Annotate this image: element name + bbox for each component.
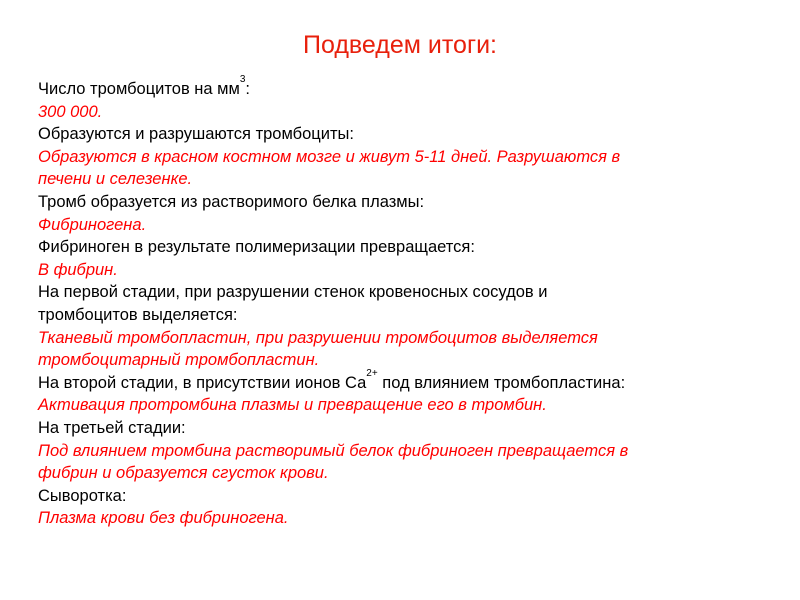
question-stage-three: На третьей стадии: (38, 418, 186, 437)
question-serum: Сыворотка: (38, 486, 127, 505)
answer-stage-one-line-2: тромбоцитарный тромбопластин. (38, 351, 320, 370)
summary-content (38, 74, 768, 530)
superscript: 2+ (366, 367, 378, 379)
question-stage-two: На второй стадии, в присутствии ионов $Са^{2+}$ под влиянием тромбопластина: (38, 367, 626, 392)
question-platelet-origin: Образуются и разрушаются тромбоциты: (38, 125, 354, 144)
answer-platelet-count: 300 000. (38, 102, 103, 121)
answer-stage-three-line-2: фибрин и образуется сгусток крови. (38, 464, 329, 483)
answer-stage-two: Активация протромбина плазмы и превращение его в тромбин. (38, 396, 547, 415)
answer-fibrinogen-polymerization: В фибрин. (38, 260, 118, 279)
superscript: 3 (239, 74, 246, 85)
question-stage-one-line-1: На первой стадии, при разрушении стенок кровеносных сосудов и (38, 283, 548, 302)
question-thrombus-protein: Тромб образуется из растворимого белка плазмы: (38, 192, 425, 211)
answer-stage-one-line-1: Тканевый тромбопластин, при разрушении тромбоцитов выделяется (38, 328, 598, 347)
slide-title: Подведем итоги: (303, 31, 497, 59)
answer-platelet-origin-line-2: печени и селезенке. (38, 170, 193, 189)
answer-serum: Плазма крови без фибриногена. (38, 509, 289, 528)
answer-stage-three-line-1: Под влиянием тромбина растворимый белок фибриноген превращается в (38, 441, 629, 460)
answer-platelet-origin-line-1: Образуются в красном костном мозге и живут 5-11 дней. Разрушаются в (38, 147, 621, 166)
question-platelet-count: Число тромбоцитов на $мм^3$: (38, 74, 251, 98)
question-fibrinogen-polymerization: Фибриноген в результате полимеризации превращается: (38, 238, 475, 257)
answer-thrombus-protein: Фибриногена. (38, 215, 147, 234)
question-stage-one-line-2: тромбоцитов выделяется: (38, 305, 238, 324)
